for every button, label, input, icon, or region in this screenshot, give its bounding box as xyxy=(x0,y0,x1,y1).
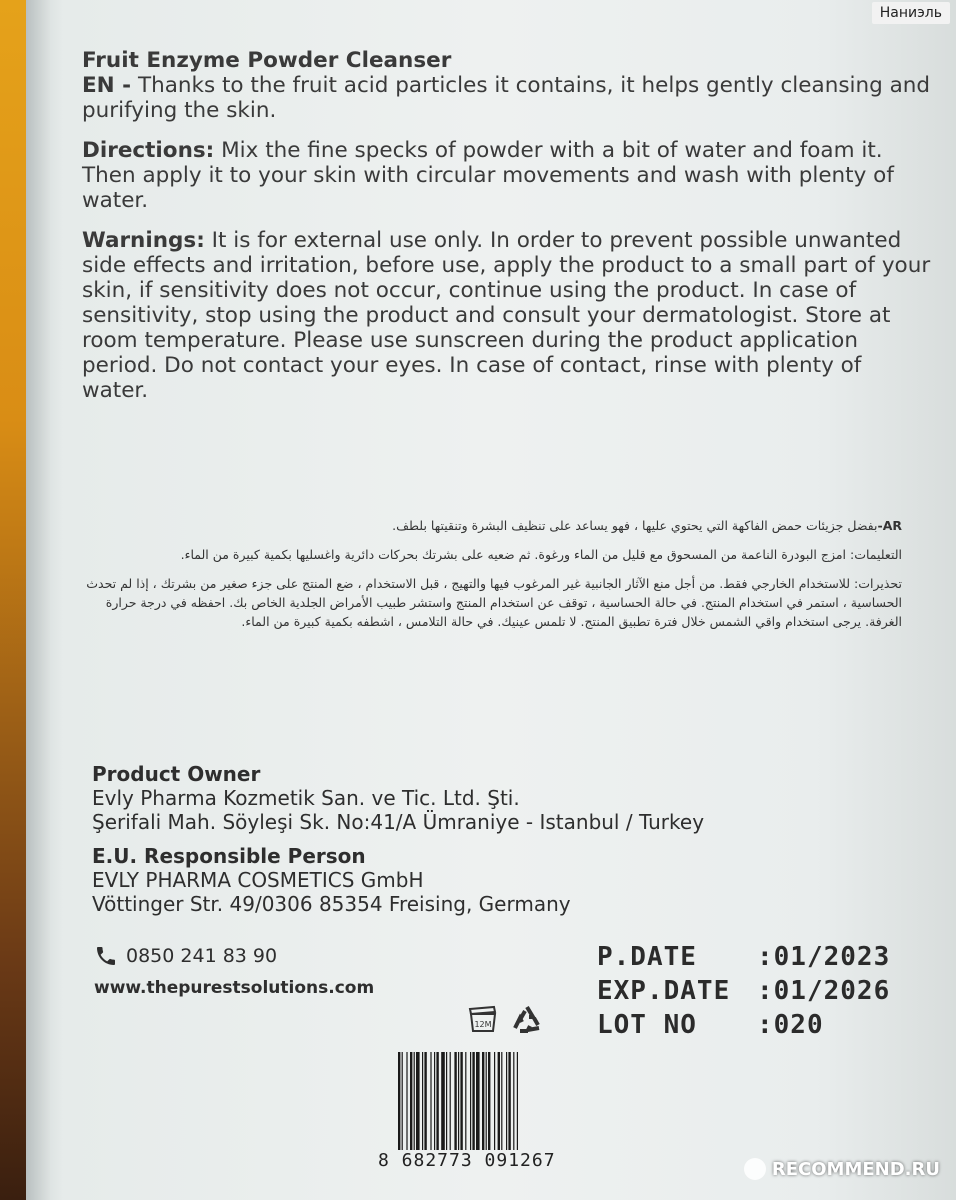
barcode-bar xyxy=(422,1052,423,1150)
ar-intro: بفضل جزيئات حمض الفاكهة التي يحتوي عليها ، فهو يساعد على تنظيف البشرة وتنقيتها بلطف. xyxy=(392,518,878,533)
ar-warnings: تحذيرات: للاستخدام الخارجي فقط. من أجل منع الآثار الجانبية غير المرغوب فيها والتهيج ، قبل الاستخدام ، ضع المنتج على جزء صغير من بشرتك ، إذا لم تحدث الحساسية ، استمر في استخدام المنتج. في حالة الحساسية ، توقف عن استخدام المنتج واستشر طبيب الأمراض الجلدية الخاص بك. احفظه في درجة حرارة الغرفة. يرجى استخدام واقي الشمس خلال فترة تطبيق المنتج. لا تلمس عينيك. في حالة التلامس ، اشطفه بكمية كبيرة من الماء. xyxy=(86,576,902,629)
p-date-label: P.DATE xyxy=(597,942,697,972)
barcode-bar xyxy=(430,1052,431,1150)
ar-directions: التعليمات: امزج البودرة الناعمة من المسحوق مع قليل من الماء ورغوة. ثم ضعيه على بشرتك بحركات دائرية واغسليها بكمية كبيرة من الماء. xyxy=(180,547,902,562)
barcode-bar xyxy=(460,1052,462,1150)
product-title: Fruit Enzyme Powder Cleanser xyxy=(82,48,452,73)
barcode-bar xyxy=(508,1052,510,1150)
pao-jar-icon xyxy=(466,1004,500,1034)
barcode-bar xyxy=(476,1052,480,1150)
arabic-text-block xyxy=(86,516,902,641)
english-text-block xyxy=(82,48,932,418)
barcode-bar xyxy=(470,1052,471,1150)
exp-date-value: :01/2026 xyxy=(757,976,891,1006)
barcode-bar xyxy=(402,1052,403,1150)
warnings-label: Warnings: xyxy=(82,228,205,253)
barcode-bar xyxy=(454,1052,456,1150)
phone-number: 0850 241 83 90 xyxy=(126,945,278,967)
ar-tag: AR- xyxy=(877,518,902,533)
barcode xyxy=(398,1052,626,1150)
barcode-bar xyxy=(410,1052,412,1150)
barcode-bar xyxy=(501,1052,502,1150)
barcode-bar xyxy=(414,1052,415,1150)
barcode-bar xyxy=(506,1052,507,1150)
website-url: www.thepurestsolutions.com xyxy=(94,978,375,998)
box-fold-edge xyxy=(26,0,50,1200)
product-owner-label: Product Owner xyxy=(92,762,261,786)
recommend-watermark xyxy=(744,1158,940,1180)
barcode-bar xyxy=(434,1052,435,1150)
packaging-symbols xyxy=(466,1004,544,1036)
contact-block xyxy=(94,944,374,998)
company-info xyxy=(92,762,892,926)
barcode-bar xyxy=(472,1052,474,1150)
barcode-bar xyxy=(406,1052,407,1150)
eu-address: Vöttinger Str. 49/0306 85354 Freising, Germany xyxy=(92,892,571,916)
barcode-bar xyxy=(446,1052,447,1150)
lot-label: LOT NO xyxy=(597,1010,697,1040)
en-tag: EN - xyxy=(82,73,132,98)
watermark-text: RECOMMEND.RU xyxy=(771,1158,940,1180)
barcode-bar xyxy=(416,1052,420,1150)
p-date-value: :01/2023 xyxy=(757,942,891,972)
barcode-bar xyxy=(488,1052,490,1150)
barcode-bar xyxy=(513,1052,514,1150)
warnings-text: It is for external use only. In order to prevent possible unwanted side effects and irritation, before use, apply the product to a small part of your skin, if sensitivity does not occur, continue using the product. In case of sensitivity, stop using the product and consult your dermatologist. Store at room temperature. Please use sunscreen during the product application period. Do not contact your eyes. In case of contact, rinse with plenty of water. xyxy=(82,228,931,403)
barcode-bar xyxy=(398,1052,400,1150)
barcode-bar xyxy=(517,1052,518,1150)
eu-person-label: E.U. Responsible Person xyxy=(92,844,366,868)
user-name-badge: Наниэль xyxy=(872,2,950,24)
barcode-bar xyxy=(486,1052,487,1150)
directions-text: Mix the fine specks of powder with a bit of water and foam it. Then apply it to your skin with circular movements and wash with plenty of water. xyxy=(82,138,894,213)
date-stamp xyxy=(597,940,890,1042)
en-description: Thanks to the fruit acid particles it contains, it helps gently cleansing and purifying the skin. xyxy=(82,73,931,123)
owner-address: Şerifali Mah. Söyleşi Sk. No:41/A Ümraniye - Istanbul / Turkey xyxy=(92,810,705,834)
recycle-icon xyxy=(510,1004,544,1036)
eu-company: EVLY PHARMA COSMETICS GmbH xyxy=(92,868,424,892)
barcode-bar xyxy=(436,1052,438,1150)
barcode-bar xyxy=(482,1052,484,1150)
barcode-bar xyxy=(424,1052,426,1150)
lot-value: :020 xyxy=(757,1010,824,1040)
barcode-number: 8 682773 091267 xyxy=(378,1150,556,1171)
exp-date-label: EXP.DATE xyxy=(597,976,731,1006)
orange-background-strip xyxy=(0,0,26,1200)
barcode-bar xyxy=(441,1052,445,1150)
barcode-bar xyxy=(465,1052,466,1150)
barcode-bar xyxy=(450,1052,451,1150)
phone-icon xyxy=(94,944,118,968)
barcode-bar xyxy=(498,1052,500,1150)
pao-label: 12M xyxy=(474,1020,492,1029)
barcode-bar xyxy=(458,1052,459,1150)
directions-label: Directions: xyxy=(82,138,215,163)
barcode-bar xyxy=(494,1052,495,1150)
owner-company: Evly Pharma Kozmetik San. ve Tic. Ltd. Şti. xyxy=(92,786,520,810)
watermark-logo-icon xyxy=(744,1158,766,1180)
